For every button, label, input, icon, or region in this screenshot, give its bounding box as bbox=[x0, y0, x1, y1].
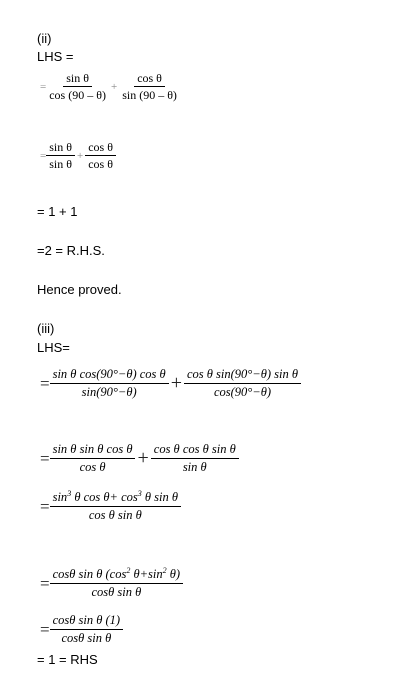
denominator: cosθ sin θ bbox=[61, 631, 112, 645]
equals-sign: = bbox=[40, 449, 50, 468]
numerator: sin θ bbox=[63, 71, 92, 87]
part-ii-step3: = 1 + 1 bbox=[37, 204, 78, 219]
fraction bbox=[50, 613, 123, 646]
fraction bbox=[50, 367, 169, 400]
numerator: cos θ bbox=[85, 140, 116, 156]
plus-sign: + bbox=[137, 447, 149, 469]
denominator: cos θ bbox=[88, 157, 113, 171]
part-ii-step2 bbox=[40, 140, 116, 171]
part-ii-lhs-label: LHS = bbox=[37, 49, 74, 64]
denominator: sin θ bbox=[182, 460, 207, 474]
numerator: cos θ sin(90°−θ) sin θ bbox=[184, 367, 301, 384]
part-iii-step4 bbox=[40, 567, 183, 600]
plus-sign: + bbox=[170, 372, 182, 394]
denominator: sin (90 – θ) bbox=[122, 88, 177, 102]
denominator: cos(90°−θ) bbox=[213, 385, 272, 399]
equals-sign: = bbox=[40, 497, 50, 516]
fraction bbox=[151, 442, 239, 475]
fraction bbox=[85, 140, 116, 171]
denominator: cos (90 – θ) bbox=[49, 88, 106, 102]
numerator: cosθ sin θ (1) bbox=[50, 613, 123, 630]
plus-sign: + bbox=[76, 149, 84, 162]
denominator: sin θ bbox=[49, 157, 72, 171]
denominator: cos θ sin θ bbox=[88, 508, 142, 522]
fraction bbox=[50, 442, 136, 475]
numerator: cos θ bbox=[134, 71, 165, 87]
part-iii-lhs-label: LHS= bbox=[37, 340, 70, 355]
fraction bbox=[50, 490, 181, 523]
part-iii-step1 bbox=[40, 367, 301, 400]
part-ii-step1 bbox=[40, 71, 180, 102]
part-iii-label: (iii) bbox=[37, 321, 55, 336]
numerator: cos θ cos θ sin θ bbox=[151, 442, 239, 459]
fraction bbox=[46, 71, 109, 102]
equals-sign: = bbox=[40, 149, 47, 162]
numerator: cosθ sin θ ($\cos^2$ $\theta+\sin^2$ θ) bbox=[50, 567, 183, 584]
equals-sign: = bbox=[40, 574, 50, 593]
equals-sign: = bbox=[40, 374, 50, 393]
fraction bbox=[119, 71, 180, 102]
denominator: cosθ sin θ bbox=[91, 585, 142, 599]
fraction bbox=[46, 140, 75, 171]
plus-sign: + bbox=[110, 80, 118, 93]
denominator: cos θ bbox=[79, 460, 106, 474]
part-iii-final: = 1 = RHS bbox=[37, 652, 98, 667]
part-ii-step4: =2 = R.H.S. bbox=[37, 243, 105, 258]
part-iii-step5 bbox=[40, 613, 123, 646]
denominator: sin(90°−θ) bbox=[81, 385, 137, 399]
part-ii-label: (ii) bbox=[37, 31, 52, 46]
equals-sign: = bbox=[40, 620, 50, 639]
part-ii-conclusion: Hence proved. bbox=[37, 282, 122, 297]
numerator: sin θ cos(90°−θ) cos θ bbox=[50, 367, 169, 384]
numerator: sin θ sin θ cos θ bbox=[50, 442, 136, 459]
part-iii-step3 bbox=[40, 490, 181, 523]
numerator: $\sin^3 \theta$ $\cos \theta+ \cos^3 \theta$ sin θ bbox=[50, 490, 181, 507]
part-iii-step2 bbox=[40, 442, 239, 475]
numerator: sin θ bbox=[46, 140, 75, 156]
fraction bbox=[184, 367, 301, 400]
fraction bbox=[50, 567, 183, 600]
equals-sign: = bbox=[40, 80, 47, 93]
